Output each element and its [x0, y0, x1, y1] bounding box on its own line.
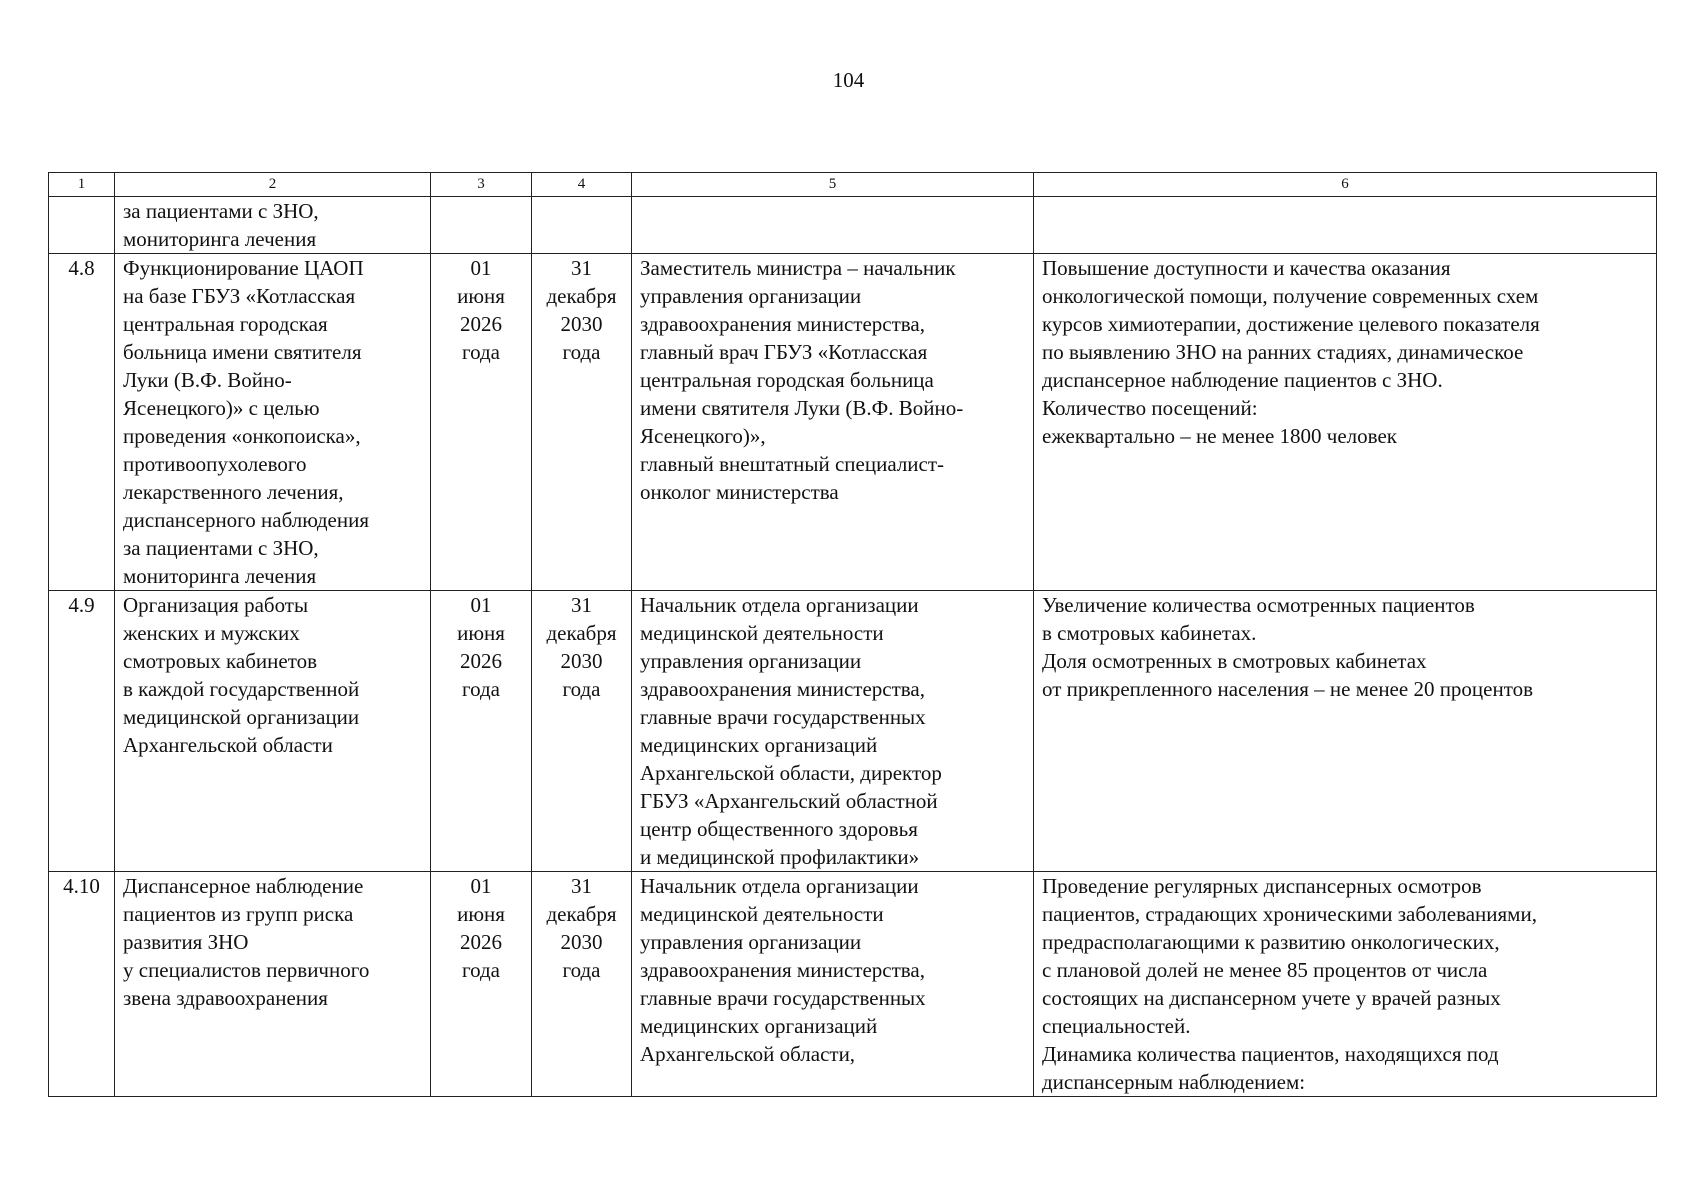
cell-line: 2030 [560, 930, 603, 954]
cell-line: от прикрепленного населения – не менее 20 процентов [1042, 677, 1534, 701]
item-number: 4.10 [49, 872, 115, 1097]
table-row [49, 254, 1657, 591]
action-plan-table [48, 172, 1657, 1097]
cell-line: управления организации [640, 649, 862, 673]
cell-line: пациентов, страдающих хроническими заболеваниями, [1042, 902, 1537, 926]
cell-line: Ясенецкого)», [640, 424, 766, 448]
cell-line: Функционирование ЦАОП [123, 256, 364, 280]
item-number [49, 197, 115, 254]
column-header-1: 1 [49, 173, 115, 197]
cell-line: главный врач ГБУЗ «Котласская [640, 340, 928, 364]
cell-line: управления организации [640, 930, 862, 954]
cell-line: противоопухолевого [123, 452, 307, 476]
cell-line: июня [457, 902, 505, 926]
cell-line: управления организации [640, 284, 862, 308]
cell-line: здравоохранения министерства, [640, 677, 925, 701]
cell-line: Архангельской области [123, 733, 333, 757]
cell-line: декабря [546, 902, 617, 926]
cell-line: года [462, 677, 500, 701]
cell-line: и медицинской профилактики» [640, 845, 920, 869]
cell-line: Организация работы [123, 593, 309, 617]
cell-line: онкологической помощи, получение современных схем [1042, 284, 1539, 308]
cell-line: Луки (В.Ф. Войно- [123, 368, 292, 392]
cell-line: 01 [470, 874, 492, 898]
end-date-cell [532, 254, 632, 591]
cell-line: главные врачи государственных [640, 986, 926, 1010]
cell-line: медицинской деятельности [640, 621, 884, 645]
start-date-cell [431, 197, 532, 254]
cell-line: Диспансерное наблюдение [123, 874, 364, 898]
cell-line: у специалистов первичного [123, 958, 370, 982]
result-cell [1034, 254, 1657, 591]
column-header-3: 3 [431, 173, 532, 197]
column-number-row [49, 173, 1657, 197]
cell-line: центр общественного здоровья [640, 817, 918, 841]
cell-line: 2030 [560, 649, 603, 673]
event-cell [115, 872, 431, 1097]
cell-line: года [462, 340, 500, 364]
cell-line: медицинской деятельности [640, 902, 884, 926]
cell-line: за пациентами с ЗНО, [123, 536, 319, 560]
cell-line: развития ЗНО [123, 930, 249, 954]
cell-line: Архангельской области, [640, 1042, 856, 1066]
cell-line: Динамика количества пациентов, находящихся под [1042, 1042, 1499, 1066]
end-date-cell [532, 591, 632, 872]
cell-line: декабря [546, 284, 617, 308]
cell-line: центральная городская больница [640, 368, 934, 392]
start-date-cell [431, 591, 532, 872]
cell-line: с плановой долей не менее 85 процентов от числа [1042, 958, 1488, 982]
table-row [49, 591, 1657, 872]
column-header-2: 2 [115, 173, 431, 197]
cell-line: года [562, 958, 601, 982]
cell-line: Начальник отдела организации [640, 593, 919, 617]
cell-line: состоящих на диспансерном учете у врачей разных [1042, 986, 1501, 1010]
cell-line: курсов химиотерапии, достижение целевого показателя [1042, 312, 1540, 336]
cell-line: звена здравоохранения [123, 986, 328, 1010]
cell-line: медицинских организаций [640, 733, 878, 757]
cell-line: смотровых кабинетов [123, 649, 318, 673]
start-date-cell [431, 254, 532, 591]
end-date-cell [532, 872, 632, 1097]
cell-line: ежеквартально – не менее 1800 человек [1042, 424, 1397, 448]
result-cell [1034, 197, 1657, 254]
result-cell [1034, 872, 1657, 1097]
cell-line: по выявлению ЗНО на ранних стадиях, динамическое [1042, 340, 1524, 364]
cell-line: в каждой государственной [123, 677, 360, 701]
cell-line: имени святителя Луки (В.Ф. Войно- [640, 396, 964, 420]
cell-line: декабря [546, 621, 617, 645]
column-header-6: 6 [1034, 173, 1657, 197]
cell-line: диспансерного наблюдения [123, 508, 369, 532]
end-date-cell [532, 197, 632, 254]
cell-line: года [462, 958, 500, 982]
cell-line: на базе ГБУЗ «Котласская [123, 284, 356, 308]
event-cell [115, 254, 431, 591]
cell-line: июня [457, 284, 505, 308]
responsible-cell [632, 197, 1034, 254]
cell-line: проведения «онкопоиска», [123, 424, 361, 448]
cell-line: 31 [571, 593, 592, 617]
cell-line: медицинских организаций [640, 1014, 878, 1038]
cell-line: 31 [571, 256, 592, 280]
table-row [49, 872, 1657, 1097]
cell-line: здравоохранения министерства, [640, 312, 925, 336]
cell-line: онколог министерства [640, 480, 839, 504]
cell-line: года [562, 677, 601, 701]
cell-line: Ясенецкого)» с целью [123, 396, 320, 420]
cell-line: диспансерным наблюдением: [1042, 1070, 1306, 1094]
item-number: 4.9 [49, 591, 115, 872]
cell-line: главный внештатный специалист- [640, 452, 945, 476]
cell-line: медицинской организации [123, 705, 360, 729]
cell-line: мониторинга лечения [123, 564, 317, 588]
cell-line: предрасполагающими к развитию онкологических, [1042, 930, 1500, 954]
cell-line: диспансерное наблюдение пациентов с ЗНО. [1042, 368, 1443, 392]
cell-line: Начальник отдела организации [640, 874, 919, 898]
cell-line: Проведение регулярных диспансерных осмотров [1042, 874, 1482, 898]
page-number: 104 [832, 68, 865, 92]
cell-line: 01 [470, 593, 492, 617]
cell-line: лекарственного лечения, [123, 480, 344, 504]
event-cell [115, 197, 431, 254]
cell-line: пациентов из групп риска [123, 902, 354, 926]
cell-line: Заместитель министра – начальник [640, 256, 956, 280]
cell-line: главные врачи государственных [640, 705, 926, 729]
column-header-4: 4 [532, 173, 632, 197]
cell-line: в смотровых кабинетах. [1042, 621, 1257, 645]
responsible-cell [632, 591, 1034, 872]
responsible-cell [632, 872, 1034, 1097]
column-header-5: 5 [632, 173, 1034, 197]
cell-line: 01 [470, 256, 492, 280]
cell-line: ГБУЗ «Архангельский областной [640, 789, 938, 813]
cell-line: центральная городская [123, 312, 328, 336]
start-date-cell [431, 872, 532, 1097]
item-number: 4.8 [49, 254, 115, 591]
event-cell [115, 591, 431, 872]
cell-line: Количество посещений: [1042, 396, 1258, 420]
cell-line: Архангельской области, директор [640, 761, 942, 785]
cell-line: 31 [571, 874, 592, 898]
cell-line: 2026 [460, 649, 502, 673]
cell-line: мониторинга лечения [123, 227, 317, 251]
cell-line: специальностей. [1042, 1014, 1191, 1038]
table-row [49, 197, 1657, 254]
responsible-cell [632, 254, 1034, 591]
cell-line: 2026 [460, 930, 502, 954]
cell-line: 2026 [460, 312, 502, 336]
cell-line: 2030 [560, 312, 603, 336]
result-cell [1034, 591, 1657, 872]
cell-line: больница имени святителя [123, 340, 362, 364]
cell-line: за пациентами с ЗНО, [123, 199, 319, 223]
cell-line: года [562, 340, 601, 364]
cell-line: женских и мужских [123, 621, 300, 645]
cell-line: июня [457, 621, 505, 645]
cell-line: Доля осмотренных в смотровых кабинетах [1042, 649, 1427, 673]
cell-line: Повышение доступности и качества оказания [1042, 256, 1451, 280]
cell-line: Увеличение количества осмотренных пациентов [1042, 593, 1475, 617]
cell-line: здравоохранения министерства, [640, 958, 925, 982]
